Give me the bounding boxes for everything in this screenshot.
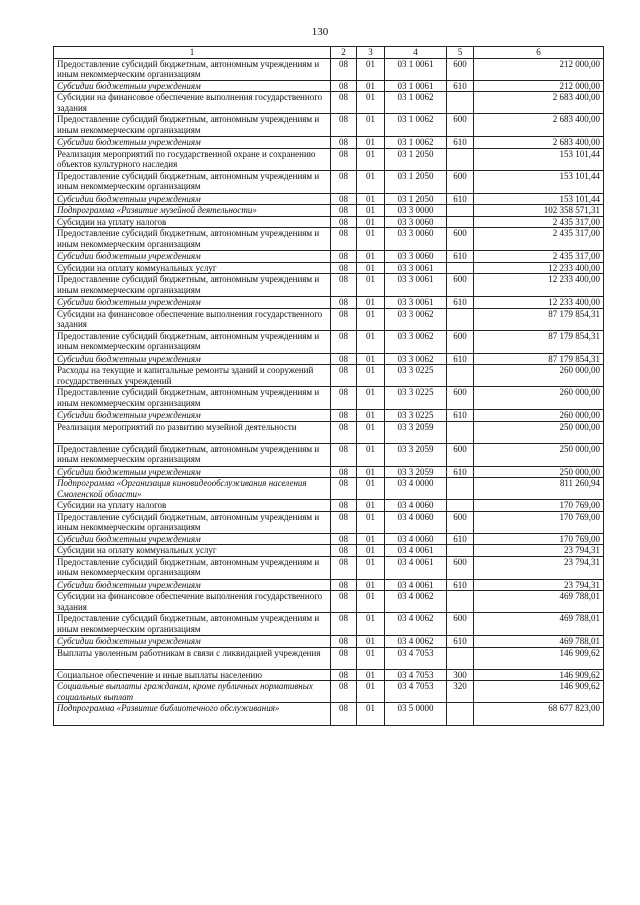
row-target-article-cell: 03 3 0000	[385, 205, 447, 217]
row-subsection-cell: 01	[357, 613, 385, 636]
table-row	[54, 579, 604, 591]
row-target-article-cell: 03 4 0060	[385, 533, 447, 545]
row-expense-type-cell	[447, 216, 474, 228]
row-section-cell: 08	[331, 647, 357, 669]
row-section-cell: 08	[331, 365, 357, 387]
row-expense-type-cell	[447, 262, 474, 274]
row-section-cell: 08	[331, 274, 357, 297]
row-amount-cell: 2 435 317,00	[474, 216, 604, 228]
row-amount-cell: 146 909,62	[474, 647, 604, 669]
row-subsection-cell: 01	[357, 193, 385, 205]
row-target-article-cell: 03 3 0225	[385, 410, 447, 422]
row-expense-type-cell: 600	[447, 228, 474, 251]
row-name-cell: Субсидии бюджетным учреждениям	[54, 137, 331, 149]
row-subsection-cell: 01	[357, 669, 385, 681]
table-row	[54, 297, 604, 309]
row-name-cell: Субсидии бюджетным учреждениям	[54, 579, 331, 591]
row-target-article-cell: 03 3 0225	[385, 365, 447, 387]
row-amount-cell: 2 683 400,00	[474, 137, 604, 149]
row-section-cell: 08	[331, 478, 357, 500]
row-section-cell: 08	[331, 511, 357, 533]
row-amount-cell: 250 000,00	[474, 466, 604, 478]
row-amount-cell: 146 909,62	[474, 669, 604, 681]
row-section-cell: 08	[331, 114, 357, 137]
row-subsection-cell: 01	[357, 410, 385, 422]
row-target-article-cell: 03 4 0060	[385, 511, 447, 533]
row-target-article-cell: 03 1 2050	[385, 193, 447, 205]
row-subsection-cell: 01	[357, 387, 385, 410]
row-expense-type-cell	[447, 647, 474, 669]
row-section-cell: 08	[331, 58, 357, 80]
row-expense-type-cell: 610	[447, 80, 474, 92]
row-amount-cell: 260 000,00	[474, 365, 604, 387]
row-subsection-cell: 01	[357, 703, 385, 726]
row-target-article-cell: 03 4 7053	[385, 647, 447, 669]
table-row	[54, 216, 604, 228]
header-cell: 2	[331, 47, 357, 59]
row-expense-type-cell: 600	[447, 58, 474, 80]
header-cell: 3	[357, 47, 385, 59]
row-target-article-cell: 03 4 7053	[385, 681, 447, 703]
header-cell: 5	[447, 47, 474, 59]
header-row	[54, 47, 604, 59]
row-expense-type-cell: 600	[447, 387, 474, 410]
row-subsection-cell: 01	[357, 80, 385, 92]
row-target-article-cell: 03 4 0062	[385, 613, 447, 636]
table-row	[54, 80, 604, 92]
row-subsection-cell: 01	[357, 114, 385, 137]
row-section-cell: 08	[331, 466, 357, 478]
budget-table	[53, 46, 604, 726]
row-name-cell: Субсидии на финансовое обеспечение выполнения государственного задания	[54, 591, 331, 613]
row-target-article-cell: 03 3 0061	[385, 274, 447, 297]
row-amount-cell: 87 179 854,31	[474, 330, 604, 353]
row-amount-cell: 153 101,44	[474, 193, 604, 205]
row-subsection-cell: 01	[357, 647, 385, 669]
row-name-cell: Социальное обеспечение и иные выплаты населению	[54, 669, 331, 681]
row-amount-cell: 260 000,00	[474, 387, 604, 410]
row-expense-type-cell: 600	[447, 170, 474, 193]
row-name-cell: Предоставление субсидий бюджетным, автономным учреждениям и иным некоммерческим организациям	[54, 274, 331, 297]
row-target-article-cell: 03 3 0225	[385, 387, 447, 410]
row-expense-type-cell: 610	[447, 353, 474, 365]
row-section-cell: 08	[331, 579, 357, 591]
row-name-cell: Субсидии на уплату налогов	[54, 500, 331, 512]
row-target-article-cell: 03 3 0060	[385, 216, 447, 228]
row-name-cell: Субсидии на финансовое обеспечение выполнения государственного задания	[54, 92, 331, 114]
row-subsection-cell: 01	[357, 365, 385, 387]
row-subsection-cell: 01	[357, 579, 385, 591]
table-row	[54, 443, 604, 466]
row-name-cell: Расходы на текущие и капитальные ремонты зданий и сооружений государственных учреждений	[54, 365, 331, 387]
row-amount-cell: 23 794,31	[474, 556, 604, 579]
row-name-cell: Субсидии бюджетным учреждениям	[54, 353, 331, 365]
row-subsection-cell: 01	[357, 511, 385, 533]
row-section-cell: 08	[331, 216, 357, 228]
row-expense-type-cell	[447, 92, 474, 114]
row-expense-type-cell: 610	[447, 579, 474, 591]
row-section-cell: 08	[331, 500, 357, 512]
table-row	[54, 421, 604, 443]
row-target-article-cell: 03 3 0061	[385, 262, 447, 274]
row-expense-type-cell	[447, 421, 474, 443]
row-section-cell: 08	[331, 148, 357, 170]
table-row	[54, 511, 604, 533]
table-row	[54, 92, 604, 114]
row-subsection-cell: 01	[357, 421, 385, 443]
row-subsection-cell: 01	[357, 216, 385, 228]
row-section-cell: 08	[331, 251, 357, 263]
row-section-cell: 08	[331, 80, 357, 92]
row-expense-type-cell: 600	[447, 443, 474, 466]
table-row	[54, 170, 604, 193]
table-row	[54, 669, 604, 681]
table-row	[54, 58, 604, 80]
row-amount-cell: 153 101,44	[474, 148, 604, 170]
row-expense-type-cell: 600	[447, 330, 474, 353]
row-section-cell: 08	[331, 297, 357, 309]
table-row	[54, 137, 604, 149]
row-section-cell: 08	[331, 410, 357, 422]
row-section-cell: 08	[331, 443, 357, 466]
row-subsection-cell: 01	[357, 170, 385, 193]
row-name-cell: Предоставление субсидий бюджетным, автономным учреждениям и иным некоммерческим организациям	[54, 511, 331, 533]
row-subsection-cell: 01	[357, 556, 385, 579]
row-subsection-cell: 01	[357, 205, 385, 217]
row-expense-type-cell	[447, 703, 474, 726]
row-name-cell: Социальные выплаты гражданам, кроме публичных нормативных социальных выплат	[54, 681, 331, 703]
row-target-article-cell: 03 1 0061	[385, 58, 447, 80]
row-name-cell: Субсидии бюджетным учреждениям	[54, 251, 331, 263]
table-row	[54, 353, 604, 365]
header-cell: 1	[54, 47, 331, 59]
row-subsection-cell: 01	[357, 228, 385, 251]
row-subsection-cell: 01	[357, 251, 385, 263]
row-expense-type-cell	[447, 500, 474, 512]
row-amount-cell: 87 179 854,31	[474, 308, 604, 330]
row-section-cell: 08	[331, 193, 357, 205]
row-expense-type-cell: 320	[447, 681, 474, 703]
row-section-cell: 08	[331, 703, 357, 726]
row-target-article-cell: 03 1 0062	[385, 137, 447, 149]
table-row	[54, 193, 604, 205]
row-target-article-cell: 03 3 0060	[385, 251, 447, 263]
row-section-cell: 08	[331, 228, 357, 251]
row-section-cell: 08	[331, 556, 357, 579]
row-name-cell: Субсидии бюджетным учреждениям	[54, 466, 331, 478]
row-name-cell: Субсидии бюджетным учреждениям	[54, 80, 331, 92]
table-row	[54, 308, 604, 330]
row-section-cell: 08	[331, 353, 357, 365]
row-subsection-cell: 01	[357, 500, 385, 512]
row-target-article-cell: 03 4 0062	[385, 636, 447, 648]
row-name-cell: Предоставление субсидий бюджетным, автономным учреждениям и иным некоммерческим организациям	[54, 170, 331, 193]
row-amount-cell: 2 435 317,00	[474, 251, 604, 263]
row-target-article-cell: 03 4 0060	[385, 500, 447, 512]
row-amount-cell: 2 683 400,00	[474, 92, 604, 114]
row-expense-type-cell: 600	[447, 613, 474, 636]
table-row	[54, 466, 604, 478]
row-name-cell: Субсидии на оплату коммунальных услуг	[54, 262, 331, 274]
table-row	[54, 613, 604, 636]
row-section-cell: 08	[331, 170, 357, 193]
row-amount-cell: 250 000,00	[474, 421, 604, 443]
row-name-cell: Субсидии на финансовое обеспечение выполнения государственного задания	[54, 308, 331, 330]
row-expense-type-cell: 600	[447, 556, 474, 579]
row-name-cell: Предоставление субсидий бюджетным, автономным учреждениям и иным некоммерческим организациям	[54, 228, 331, 251]
row-section-cell: 08	[331, 308, 357, 330]
row-target-article-cell: 03 3 2059	[385, 421, 447, 443]
row-subsection-cell: 01	[357, 58, 385, 80]
row-target-article-cell: 03 3 2059	[385, 466, 447, 478]
row-name-cell: Предоставление субсидий бюджетным, автономным учреждениям и иным некоммерческим организациям	[54, 613, 331, 636]
row-amount-cell: 250 000,00	[474, 443, 604, 466]
row-name-cell: Предоставление субсидий бюджетным, автономным учреждениям и иным некоммерческим организациям	[54, 114, 331, 137]
table-row	[54, 387, 604, 410]
row-target-article-cell: 03 4 0000	[385, 478, 447, 500]
table-row	[54, 114, 604, 137]
table-row	[54, 365, 604, 387]
row-expense-type-cell: 610	[447, 297, 474, 309]
row-name-cell: Реализация мероприятий по развитию музейной деятельности	[54, 421, 331, 443]
row-name-cell: Субсидии на уплату налогов	[54, 216, 331, 228]
row-amount-cell: 23 794,31	[474, 579, 604, 591]
row-expense-type-cell	[447, 205, 474, 217]
row-expense-type-cell: 610	[447, 466, 474, 478]
row-name-cell: Предоставление субсидий бюджетным, автономным учреждениям и иным некоммерческим организациям	[54, 58, 331, 80]
table-row	[54, 533, 604, 545]
row-target-article-cell: 03 4 7053	[385, 669, 447, 681]
row-name-cell: Выплаты уволенным работникам в связи с ликвидацией учреждения	[54, 647, 331, 669]
table-row	[54, 410, 604, 422]
table-row	[54, 330, 604, 353]
row-expense-type-cell: 600	[447, 274, 474, 297]
row-subsection-cell: 01	[357, 308, 385, 330]
table-row	[54, 556, 604, 579]
table-row	[54, 545, 604, 557]
row-name-cell: Подпрограмма «Развитие музейной деятельности»	[54, 205, 331, 217]
row-section-cell: 08	[331, 92, 357, 114]
row-subsection-cell: 01	[357, 330, 385, 353]
row-section-cell: 08	[331, 387, 357, 410]
row-target-article-cell: 03 1 0062	[385, 114, 447, 137]
row-section-cell: 08	[331, 421, 357, 443]
row-name-cell: Субсидии бюджетным учреждениям	[54, 297, 331, 309]
row-amount-cell: 68 677 823,00	[474, 703, 604, 726]
row-name-cell: Субсидии бюджетным учреждениям	[54, 410, 331, 422]
row-target-article-cell: 03 3 2059	[385, 443, 447, 466]
row-name-cell: Реализация мероприятий по государственной охране и сохранению объектов культурного наследия	[54, 148, 331, 170]
row-amount-cell: 212 000,00	[474, 58, 604, 80]
row-section-cell: 08	[331, 681, 357, 703]
row-expense-type-cell	[447, 148, 474, 170]
row-target-article-cell: 03 3 0062	[385, 308, 447, 330]
row-target-article-cell: 03 3 0062	[385, 353, 447, 365]
row-amount-cell: 170 769,00	[474, 500, 604, 512]
row-expense-type-cell: 600	[447, 114, 474, 137]
row-amount-cell: 469 788,01	[474, 613, 604, 636]
row-section-cell: 08	[331, 636, 357, 648]
row-name-cell: Предоставление субсидий бюджетным, автономным учреждениям и иным некоммерческим организациям	[54, 556, 331, 579]
row-target-article-cell: 03 1 2050	[385, 170, 447, 193]
row-target-article-cell: 03 4 0061	[385, 579, 447, 591]
row-target-article-cell: 03 1 2050	[385, 148, 447, 170]
row-amount-cell: 23 794,31	[474, 545, 604, 557]
row-subsection-cell: 01	[357, 636, 385, 648]
row-section-cell: 08	[331, 330, 357, 353]
row-amount-cell: 102 358 571,31	[474, 205, 604, 217]
row-expense-type-cell	[447, 308, 474, 330]
row-amount-cell: 260 000,00	[474, 410, 604, 422]
row-amount-cell: 153 101,44	[474, 170, 604, 193]
table-row	[54, 703, 604, 726]
row-expense-type-cell	[447, 591, 474, 613]
row-target-article-cell: 03 3 0062	[385, 330, 447, 353]
row-amount-cell: 469 788,01	[474, 591, 604, 613]
table-row	[54, 478, 604, 500]
row-expense-type-cell: 600	[447, 511, 474, 533]
row-section-cell: 08	[331, 613, 357, 636]
row-expense-type-cell: 610	[447, 193, 474, 205]
table-row	[54, 274, 604, 297]
row-amount-cell: 12 233 400,00	[474, 297, 604, 309]
row-target-article-cell: 03 3 0060	[385, 228, 447, 251]
row-amount-cell: 469 788,01	[474, 636, 604, 648]
row-name-cell: Предоставление субсидий бюджетным, автономным учреждениям и иным некоммерческим организациям	[54, 387, 331, 410]
row-name-cell: Предоставление субсидий бюджетным, автономным учреждениям и иным некоммерческим организациям	[54, 443, 331, 466]
row-amount-cell: 12 233 400,00	[474, 274, 604, 297]
row-amount-cell: 2 683 400,00	[474, 114, 604, 137]
row-target-article-cell: 03 5 0000	[385, 703, 447, 726]
row-subsection-cell: 01	[357, 353, 385, 365]
row-section-cell: 08	[331, 591, 357, 613]
table-row	[54, 500, 604, 512]
row-amount-cell: 811 260,94	[474, 478, 604, 500]
row-name-cell: Субсидии бюджетным учреждениям	[54, 533, 331, 545]
row-target-article-cell: 03 4 0062	[385, 591, 447, 613]
table-row	[54, 591, 604, 613]
row-amount-cell: 212 000,00	[474, 80, 604, 92]
header-cell: 4	[385, 47, 447, 59]
row-name-cell: Предоставление субсидий бюджетным, автономным учреждениям и иным некоммерческим организациям	[54, 330, 331, 353]
row-expense-type-cell: 300	[447, 669, 474, 681]
row-name-cell: Субсидии бюджетным учреждениям	[54, 193, 331, 205]
row-expense-type-cell: 610	[447, 251, 474, 263]
table-row	[54, 262, 604, 274]
table-row	[54, 228, 604, 251]
row-section-cell: 08	[331, 262, 357, 274]
row-subsection-cell: 01	[357, 297, 385, 309]
row-subsection-cell: 01	[357, 533, 385, 545]
row-expense-type-cell	[447, 478, 474, 500]
table-row	[54, 251, 604, 263]
header-cell: 6	[474, 47, 604, 59]
row-subsection-cell: 01	[357, 262, 385, 274]
table-row	[54, 148, 604, 170]
row-section-cell: 08	[331, 533, 357, 545]
row-name-cell: Субсидии на оплату коммунальных услуг	[54, 545, 331, 557]
table-row	[54, 636, 604, 648]
table-row	[54, 681, 604, 703]
row-expense-type-cell: 610	[447, 636, 474, 648]
row-section-cell: 08	[331, 545, 357, 557]
row-amount-cell: 146 909,62	[474, 681, 604, 703]
row-section-cell: 08	[331, 137, 357, 149]
row-name-cell: Подпрограмма «Организация киновидеообслуживания населения Смоленской области»	[54, 478, 331, 500]
row-amount-cell: 87 179 854,31	[474, 353, 604, 365]
row-subsection-cell: 01	[357, 591, 385, 613]
row-section-cell: 08	[331, 669, 357, 681]
row-name-cell: Подпрограмма «Развитие библиотечного обслуживания»	[54, 703, 331, 726]
table-row	[54, 205, 604, 217]
row-expense-type-cell: 610	[447, 410, 474, 422]
row-target-article-cell: 03 3 0061	[385, 297, 447, 309]
row-expense-type-cell	[447, 545, 474, 557]
row-expense-type-cell: 610	[447, 533, 474, 545]
row-subsection-cell: 01	[357, 148, 385, 170]
row-subsection-cell: 01	[357, 545, 385, 557]
row-target-article-cell: 03 4 0061	[385, 545, 447, 557]
row-subsection-cell: 01	[357, 443, 385, 466]
table-row	[54, 647, 604, 669]
row-expense-type-cell	[447, 365, 474, 387]
row-subsection-cell: 01	[357, 137, 385, 149]
row-subsection-cell: 01	[357, 478, 385, 500]
row-target-article-cell: 03 1 0062	[385, 92, 447, 114]
table-body	[54, 58, 604, 726]
row-target-article-cell: 03 4 0061	[385, 556, 447, 579]
row-amount-cell: 170 769,00	[474, 511, 604, 533]
row-amount-cell: 12 233 400,00	[474, 262, 604, 274]
row-name-cell: Субсидии бюджетным учреждениям	[54, 636, 331, 648]
page-number: 130	[311, 26, 329, 38]
row-section-cell: 08	[331, 205, 357, 217]
row-subsection-cell: 01	[357, 681, 385, 703]
row-target-article-cell: 03 1 0061	[385, 80, 447, 92]
row-subsection-cell: 01	[357, 466, 385, 478]
row-subsection-cell: 01	[357, 92, 385, 114]
row-subsection-cell: 01	[357, 274, 385, 297]
row-amount-cell: 170 769,00	[474, 533, 604, 545]
row-expense-type-cell: 610	[447, 137, 474, 149]
row-amount-cell: 2 435 317,00	[474, 228, 604, 251]
